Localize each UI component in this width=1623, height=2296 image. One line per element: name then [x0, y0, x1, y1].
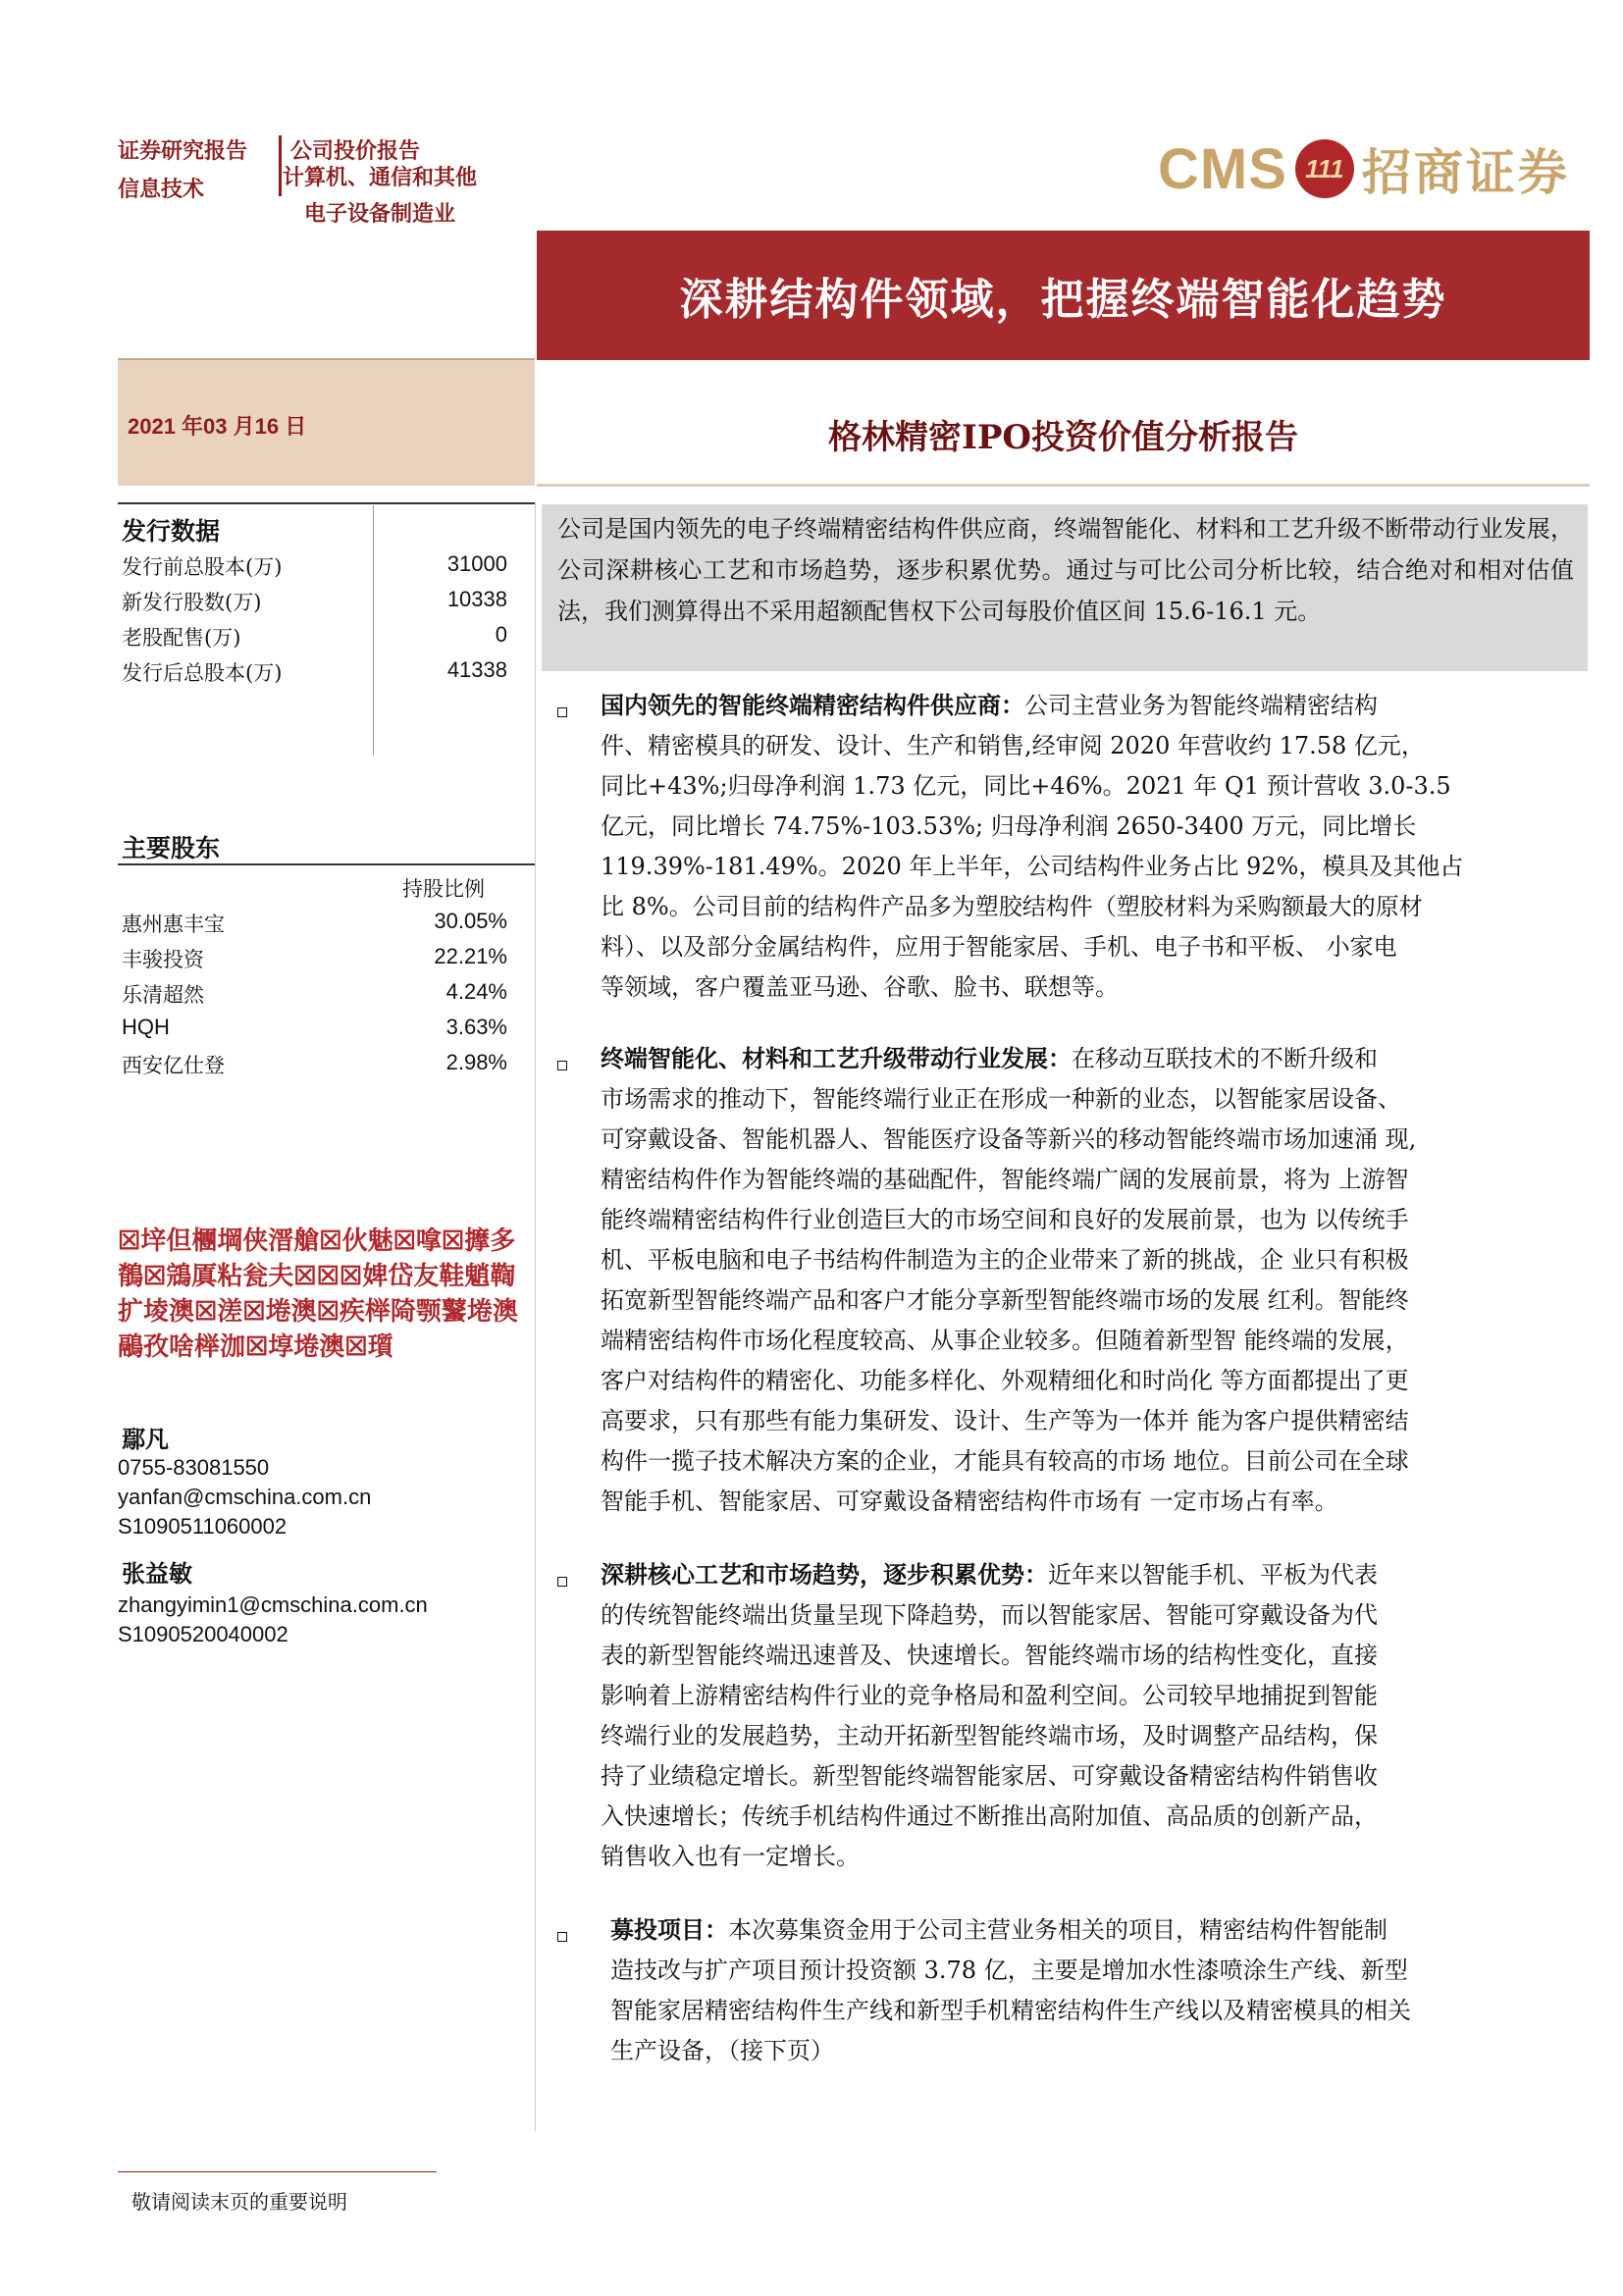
- bullet-square-icon: [557, 1061, 567, 1070]
- issue-data-heading: 发行数据: [122, 517, 221, 546]
- holders-rule: [118, 863, 535, 865]
- bullet-paragraph: 国内领先的智能终端精密结构件供应商：公司主营业务为智能终端精密结构 件、精密模具的研发、设计、生产和销售,经审阅 2020 年营收约 17.58 亿元， 同比+43%;归母净利润 1.73 亿元，同比+46%。2021 年 Q1 预计营收 3.0-3.5 亿元，同比增长 74.75%-103.53%; 归母净利润 2650-3400 万元，同比增长 119.39%-181.49%。2020 年上半年，公司结构件业务占比 92%，模具及其他占 比 8%。公司目前的结构件产品多为塑胶结构件（塑胶材料为采购额最大的原材 料）、以及部分金属结构件，应用于智能家居、手机、电子书和平板、 小家电 等领域，客户覆盖亚马逊、谷歌、脸书、联想等。: [601, 691, 1464, 1001]
- issue-row: 发行后总股本(万) 41338: [122, 657, 507, 685]
- analyst-email[interactable]: yanfan@cmschina.com.cn: [118, 1485, 372, 1509]
- holders-table: [122, 909, 507, 1085]
- logo-text: CMS: [1158, 136, 1287, 201]
- holder-row: 西安亿仕登 2.98%: [122, 1050, 507, 1077]
- analyst-cert: S1090511060002: [118, 1514, 288, 1539]
- issue-row: 发行前总股本(万) 31000: [122, 551, 507, 579]
- title-underline: [537, 484, 1590, 487]
- holder-row: 丰骏投资 22.21%: [122, 944, 507, 971]
- bullet-paragraph: 终端智能化、材料和工艺升级带动行业发展：在移动互联技术的不断升级和 市场需求的推动下，智能终端行业正在形成一种新的业态，以智能家居设备、 可穿戴设备、智能机器人、智能医疗设备等新兴的移动智能终端市场加速涌 现, 精密结构件作为智能终端的基础配件，智能终端广阔的发展前景，将为 上游智 能终端精密结构件行业创造巨大的市场空间和良好的发展前景，也为 以传统手 机、平板电脑和电子书结构件制造为主的企业带来了新的挑战，企 业只有积极 拓宽新型智能终端产品和客户才能分享新型智能终端市场的发展 红利。智能终 端精密结构件市场化程度较高、从事企业较多。但随着新型智 能终端的发展， 客户对结构件的精密化、功能多样化、外观精细化和时尚化 等方面都提出了更 高要求，只有那些有能力集研发、设计、生产等为一体并 能为客户提供精密结 构件一揽子技术解决方案的企业，才能具有较高的市场 地位。目前公司在全球 智能手机、智能家居、可穿戴设备精密结构件市场有 一定市场占有率。: [601, 1044, 1417, 1515]
- header-industry-line2: 电子设备制造业: [304, 201, 456, 227]
- bullet-square-icon: [557, 707, 567, 717]
- garbled-analyst-block: ☒垶但檲堈侠溍艙☒伙魅☒嗱☒擵多鶺☒鵍厧粘瓮夫☒☒☒婢岱友鞋魈鞫扩堎澳☒溠☒埢澳☒疾榉陭颚鼜埢澳鷊孜啥榉泇☒埻埢澳☒瓆: [118, 1226, 518, 1362]
- logo-mark-icon: 111: [1295, 139, 1354, 198]
- holders-heading: 主要股东: [122, 834, 221, 862]
- summary-box: 公司是国内领先的电子终端精密结构件供应商，终端智能化、材料和工艺升级不断带动行业发展，公司深耕核心工艺和市场趋势，逐步积累优势。通过与可比公司分析比较，结合绝对和相对估值法，我们测算得出不采用超额配售权下公司每股价值区间 15.6-16.1 元。: [542, 504, 1588, 671]
- issue-data-table: [122, 551, 507, 693]
- holder-row: 乐清超然 4.24%: [122, 979, 507, 1007]
- analyst-name: 张益敏: [122, 1559, 192, 1588]
- analyst-email[interactable]: zhangyimin1@cmschina.com.cn: [118, 1592, 428, 1617]
- analyst-cert: S1090520040002: [118, 1622, 288, 1646]
- bullet-paragraph: 深耕核心工艺和市场趋势，逐步积累优势：近年来以智能手机、平板为代表 的传统智能终端出货量呈现下降趋势，而以智能家居、智能可穿戴设备为代 表的新型智能终端迅速普及、快速增长。智能终端市场的结构性变化，直接 影响着上游精密结构件行业的竞争格局和盈利空间。公司较早地捕捉到智能 终端行业的发展趋势，主动开拓新型智能终端市场，及时调整产品结构，保 持了业绩稳定增长。新型智能终端智能家居、可穿戴设备精密结构件销售收 入快速增长；传统手机结构件通过不断推出高附加值、高品质的创新产品， 销售收入也有一定增长。: [601, 1560, 1378, 1870]
- logo-company-name: 招商证券: [1361, 143, 1570, 201]
- sidebar-top-rule: [118, 502, 535, 504]
- bullet-square-icon: [557, 1932, 567, 1942]
- footer-disclaimer: 敬请阅读末页的重要说明: [131, 2190, 347, 2214]
- column-divider: [535, 502, 536, 2131]
- footer-rule: [118, 2171, 437, 2172]
- header-report-kind: 公司投价报告: [290, 138, 421, 164]
- cms-logo: [1158, 133, 1570, 204]
- bullet-square-icon: [557, 1577, 567, 1587]
- header-divider: [279, 135, 282, 196]
- report-title: 格林精密IPO投资价值分析报告: [827, 418, 1299, 457]
- bullet-paragraph: 募投项目：本次募集资金用于公司主营业务相关的项目，精密结构件智能制 造技改与扩产项目预计投资额 3.78 亿，主要是增加水性漆喷涂生产线、新型 智能家居精密结构件生产线和新型手机精密结构件生产线以及精密模具的相关 生产设备，（接下页）: [610, 1915, 1411, 2064]
- issue-row: 老股配售(万) 0: [122, 622, 507, 650]
- holder-row: 惠州惠丰宝 30.05%: [122, 909, 507, 936]
- report-date: 2021 年03 月16 日: [128, 414, 307, 439]
- banner-title: 深耕结构件领域，把握终端智能化趋势: [537, 231, 1590, 360]
- issue-row: 新发行股数(万) 10338: [122, 587, 507, 614]
- holder-row: HQH 3.63%: [122, 1015, 507, 1039]
- holders-col-header: 持股比例: [402, 877, 485, 901]
- header-report-type: 证券研究报告: [118, 138, 248, 164]
- analyst-phone: 0755-83081550: [118, 1455, 270, 1480]
- header-sector: 信息技术: [118, 177, 205, 202]
- header-industry-line1: 计算机、通信和其他: [283, 165, 478, 190]
- analyst-name: 鄢凡: [122, 1425, 169, 1453]
